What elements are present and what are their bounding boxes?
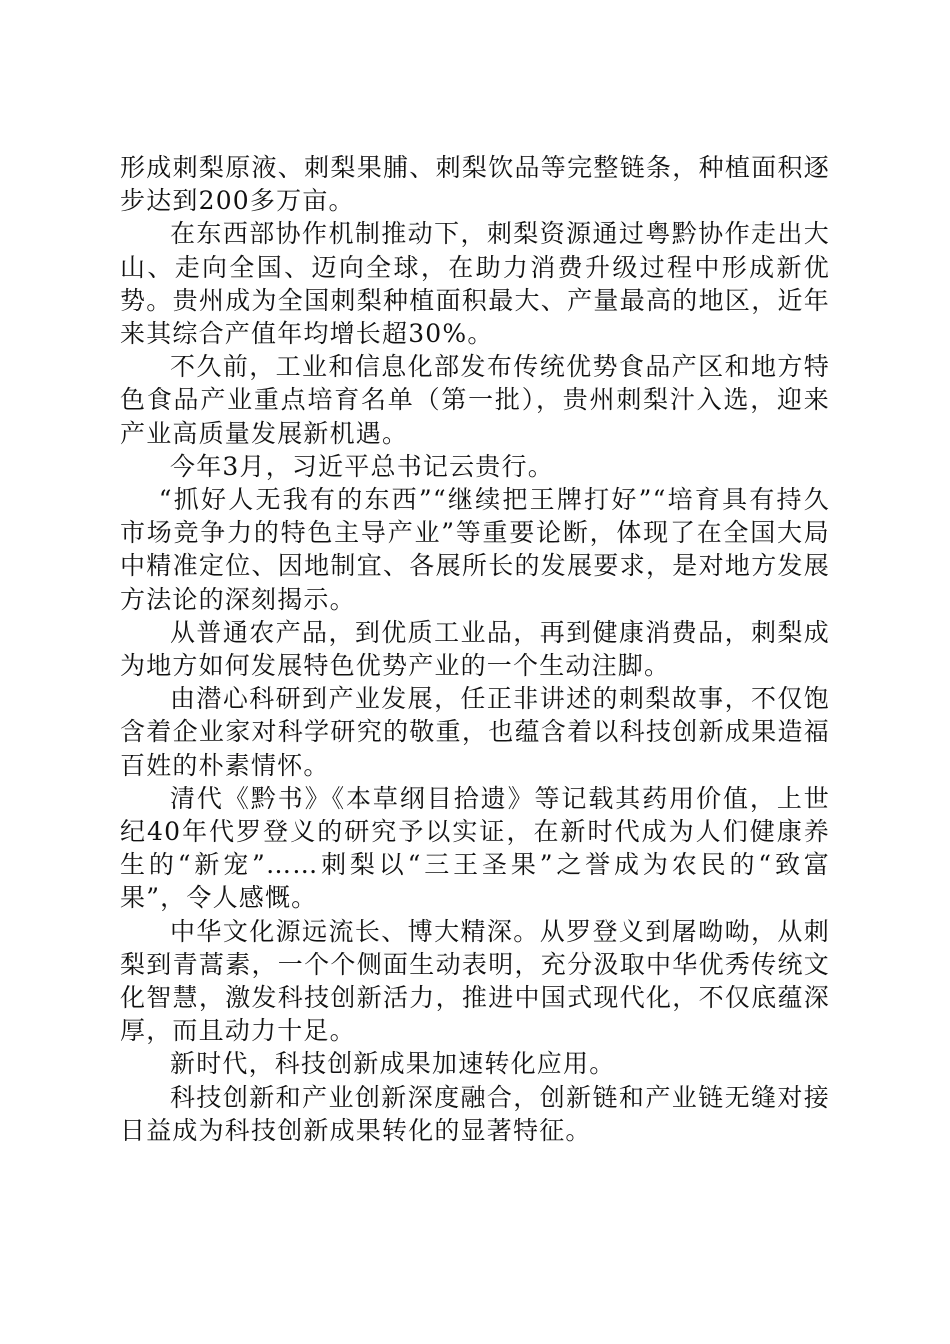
paragraph-6: 从普通农产品，到优质工业品，再到健康消费品，刺梨成为地方如何发展特色优势产业的一个生动注脚。 [120,617,830,681]
paragraph-9: 中华文化源远流长、博大精深。从罗登义到屠呦呦，从刺梨到青蒿素，一个个侧面生动表明，充分汲取中华优秀传统文化智慧，激发科技创新活力，推进中国式现代化，不仅底蕴深厚，而且动力十足。 [120,916,830,1046]
paragraph-8: 清代《黔书》《本草纲目拾遗》等记载其药用价值，上世纪40年代罗登义的研究予以实证，在新时代成为人们健康养生的“新宠”……刺梨以“三王圣果”之誉成为农民的“致富果”，令人感慨。 [120,783,830,913]
paragraph-7: 由潜心科研到产业发展，任正非讲述的刺梨故事，不仅饱含着企业家对科学研究的敬重，也蕴含着以科技创新成果造福百姓的朴素情怀。 [120,684,830,780]
article-body [120,151,830,1147]
paragraph-10: 新时代，科技创新成果加速转化应用。 [170,1049,616,1079]
paragraph-1: 形成刺梨原液、刺梨果脯、刺梨饮品等完整链条，种植面积逐步达到200多万亩。 [120,153,830,216]
paragraph-3: 不久前，工业和信息化部发布传统优势食品产区和地方特色食品产业重点培育名单（第一批），贵州刺梨汁入选，迎来产业高质量发展新机遇。 [120,352,830,448]
paragraph-5: “抓好人无我有的东西”“继续把王牌打好”“培育具有持久市场竞争力的特色主导产业”等重要论断，体现了在全国大局中精准定位、因地制宜、各展所长的发展要求，是对地方发展方法论的深刻揭示。 [120,485,830,614]
paragraph-4: 今年3月，习近平总书记云贵行。 [170,451,554,481]
paragraph-2: 在东西部协作机制推动下，刺梨资源通过粤黔协作走出大山、走向全国、迈向全球，在助力消费升级过程中形成新优势。贵州成为全国刺梨种植面积最大、产量最高的地区，近年来其综合产值年均增长超30%。 [120,219,830,349]
paragraph-11: 科技创新和产业创新深度融合，创新链和产业链无缝对接日益成为科技创新成果转化的显著特征。 [120,1082,830,1145]
